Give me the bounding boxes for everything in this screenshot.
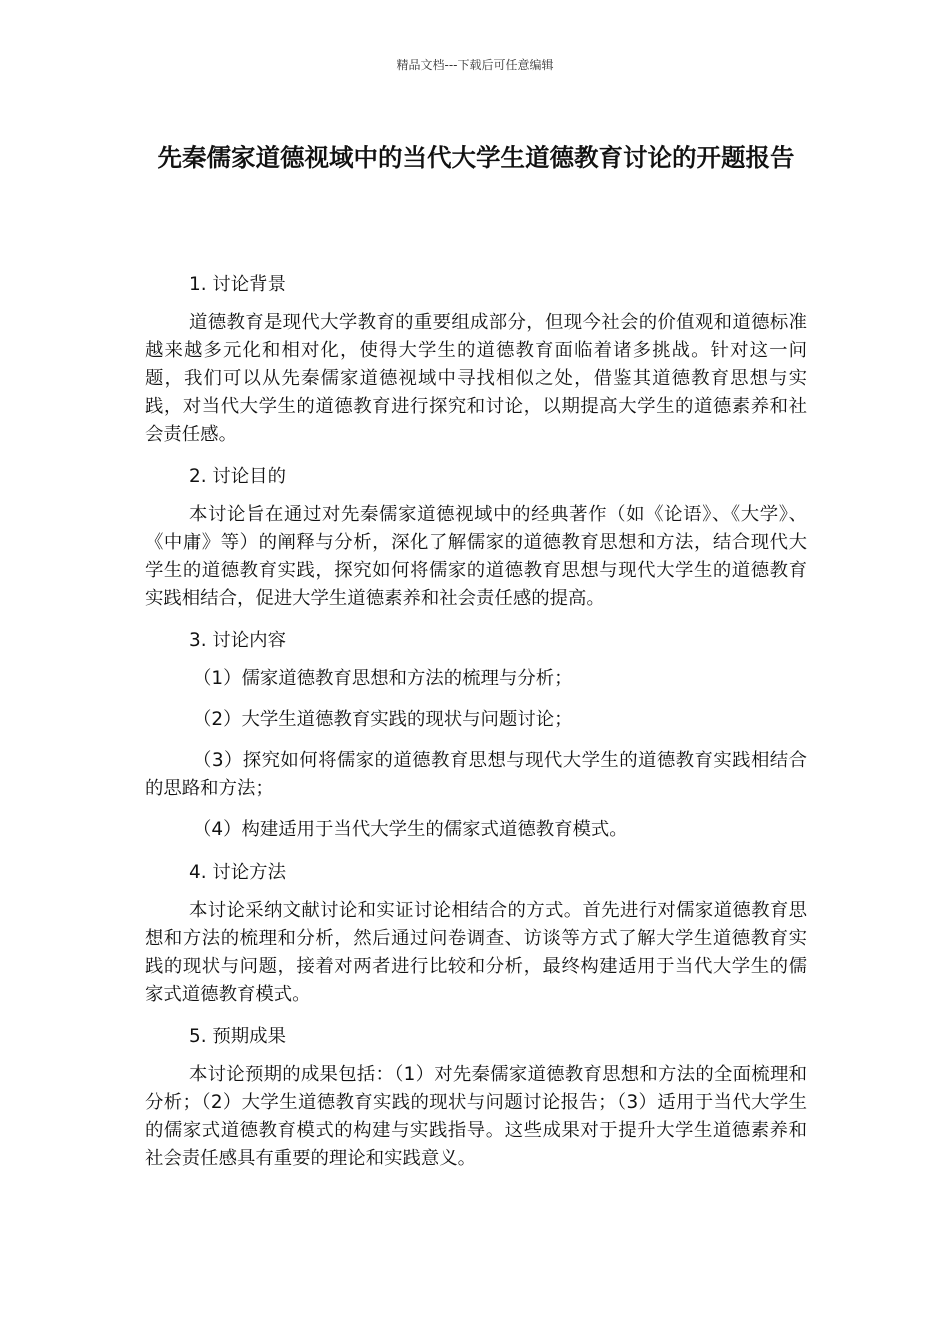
section-text-purpose: 本讨论旨在通过对先秦儒家道德视域中的经典著作（如《论语》、《大学》、《中庸》等）的阐释与分析，深化了解儒家的道德教育思想和方法，结合现代大学生的道德教育实践，探究如何将儒家的道德教育思想与现代大学生的道德教育实践相结合，促进大学生道德素养和社会责任感的提高。 [145,504,807,609]
section-heading-purpose: 2. 讨论目的 [189,466,286,487]
header-note: 精品文档---下载后可任意编辑 [396,58,554,72]
section-text-background: 道德教育是现代大学教育的重要组成部分，但现今社会的价值观和道德标准越来越多元化和相对化，使得大学生的道德教育面临着诸多挑战。针对这一问题，我们可以从先秦儒家道德视域中寻找相似之处，借鉴其道德教育思想与实践，对当代大学生的道德教育进行探究和讨论，以期提高大学生的道德素养和社会责任感。 [145,312,807,445]
section-heading-content: 3. 讨论内容 [189,630,286,651]
section-heading-results: 5. 预期成果 [189,1026,286,1047]
content-list-item: （3）探究如何将儒家的道德教育思想与现代大学生的道德教育实践相结合的思路和方法； [145,750,807,799]
content-list-item: （1）儒家道德教育思想和方法的梳理与分析； [193,668,573,689]
document-body [145,269,807,1185]
section-heading-background: 1. 讨论背景 [189,274,286,295]
page-title: 先秦儒家道德视域中的当代大学生道德教育讨论的开题报告 [157,143,795,172]
section-text-results: 本讨论预期的成果包括：（1）对先秦儒家道德教育思想和方法的全面梳理和分析；（2）大学生道德教育实践的现状与问题讨论报告；（3）适用于当代大学生的儒家式道德教育模式的构建与实践指导。这些成果对于提升大学生道德素养和社会责任感具有重要的理论和实践意义。 [145,1064,807,1169]
content-list-item: （4）构建适用于当代大学生的儒家式道德教育模式。 [193,819,628,840]
section-heading-method: 4. 讨论方法 [189,862,286,883]
content-list-item: （2）大学生道德教育实践的现状与问题讨论； [193,709,573,730]
section-text-method: 本讨论采纳文献讨论和实证讨论相结合的方式。首先进行对儒家道德教育思想和方法的梳理和分析，然后通过问卷调查、访谈等方式了解大学生道德教育实践的现状与问题，接着对两者进行比较和分析，最终构建适用于当代大学生的儒家式道德教育模式。 [145,900,807,1005]
